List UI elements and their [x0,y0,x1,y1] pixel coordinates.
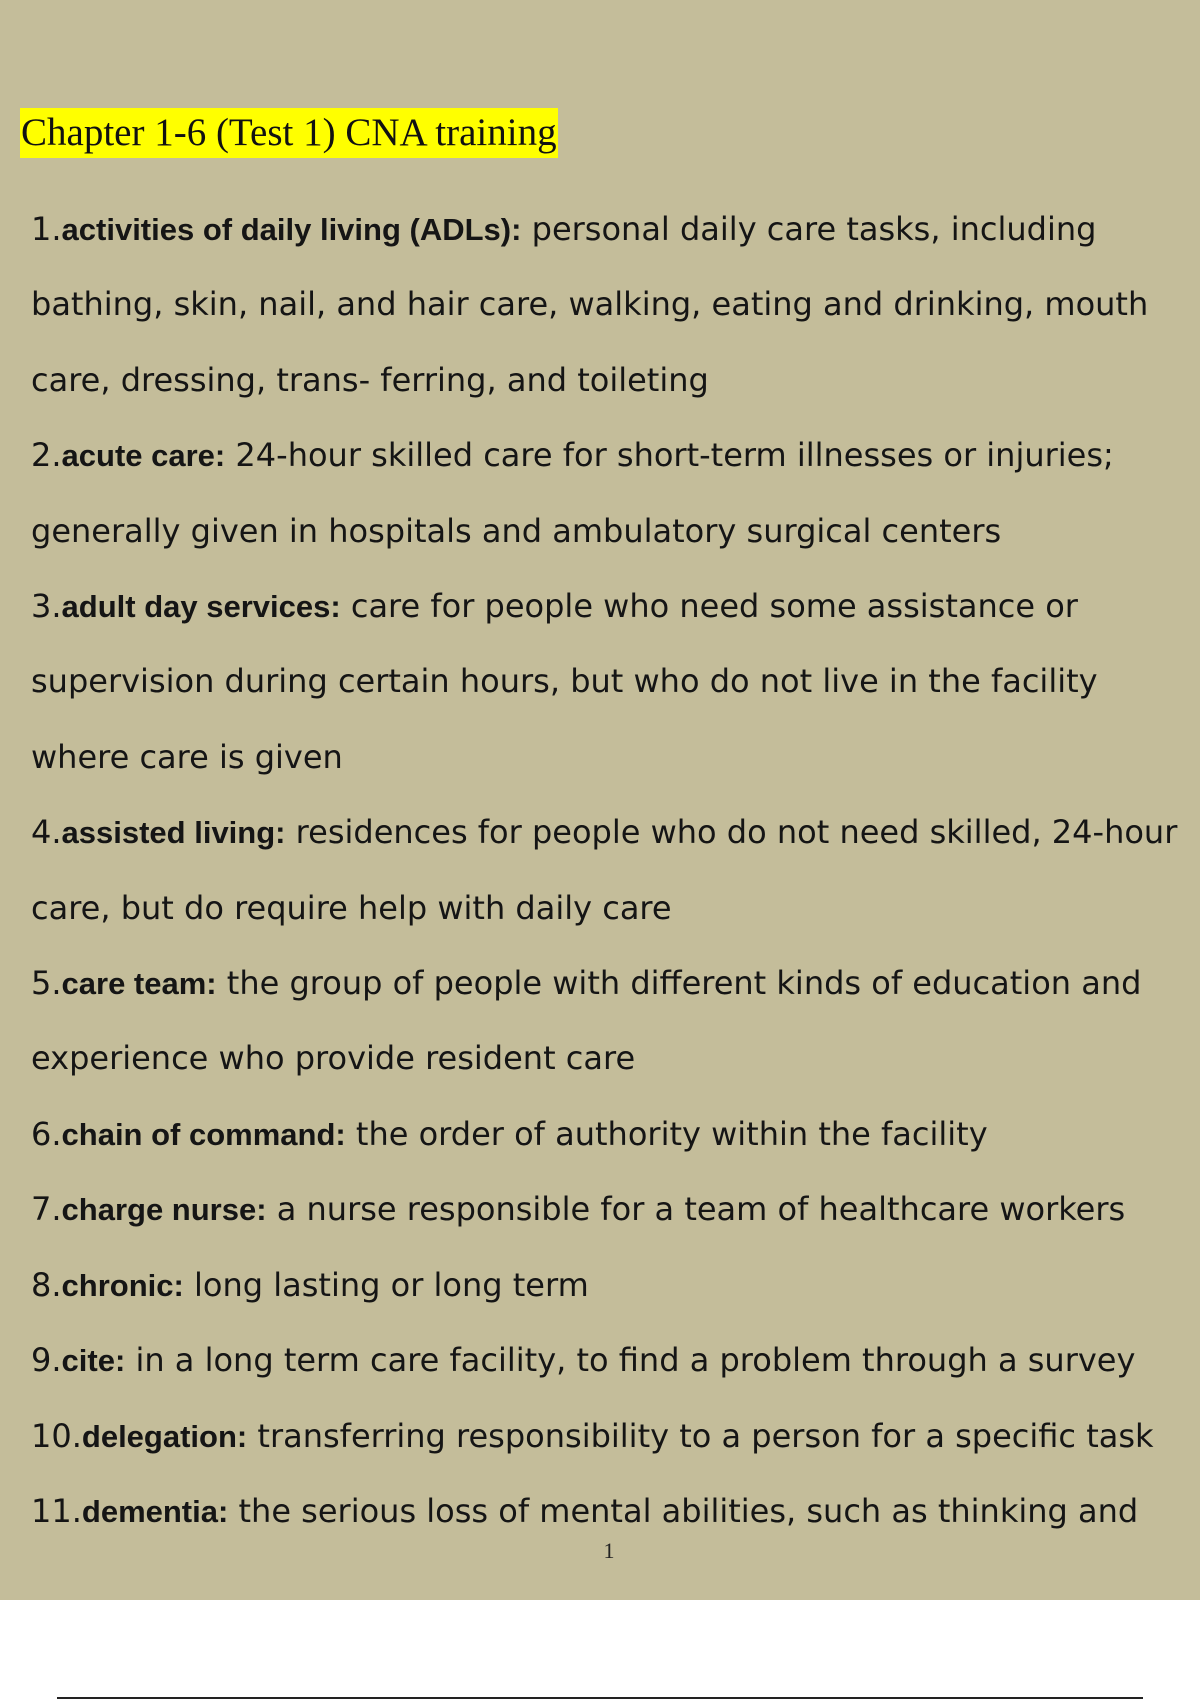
list-item [31,418,1200,569]
list-item [31,946,1200,1097]
item-term: chronic: [61,1267,184,1303]
page-number: 1 [603,1538,615,1563]
item-definition: in a long term care facility, to find a problem through a survey [125,1341,1136,1380]
item-number: 9. [31,1341,62,1380]
list-item [31,1248,1200,1323]
item-number: 11. [31,1491,82,1530]
item-number: 7. [31,1190,62,1229]
item-definition: a nurse responsible for a team of healthcare workers [266,1190,1126,1229]
item-term: chain of command: [61,1116,346,1152]
item-definition: the group of people with different kinds of education and experience who provide resident care [31,964,1142,1078]
item-definition: the order of authority within the facility [345,1114,988,1153]
item-term: charge nurse: [61,1192,267,1228]
item-definition: the serious loss of mental abilities, such as thinking and [228,1491,1139,1530]
item-definition: long lasting or long term [183,1265,589,1304]
list-item [31,1172,1200,1247]
list-item [31,795,1200,946]
item-number: 4. [31,813,62,852]
item-number: 2. [31,436,62,475]
list-item [31,569,1200,795]
item-number: 5. [31,964,62,1003]
item-term: acute care: [61,438,226,474]
item-term: care team: [61,966,217,1002]
list-item [31,1399,1200,1474]
item-term: cite: [61,1343,126,1379]
item-definition: personal daily care tasks, including bathing, skin, nail, and hair care, walking, eating and drinking, mouth care, dressing, trans- ferring, and toileting [31,210,1149,399]
item-term: activities of daily living (ADLs): [61,212,522,247]
item-term: assisted living: [61,815,286,851]
document-title: Chapter 1-6 (Test 1) CNA training [20,108,558,158]
footer-divider [57,1697,1143,1699]
list-item [31,192,1200,418]
list-item [31,1323,1200,1398]
item-number: 6. [31,1114,62,1153]
term-list [31,192,1200,1549]
item-number: 8. [31,1265,62,1304]
item-number: 1. [31,210,62,248]
item-definition: care for people who need some assistance or supervision during certain hours, but who do not live in the facility where care is given [31,587,1098,776]
item-number: 10. [31,1416,82,1455]
item-term: adult day services: [61,589,341,625]
list-item [31,1097,1200,1172]
item-definition: transferring responsibility to a person for a specific task [247,1416,1154,1455]
item-definition: 24-hour skilled care for short-term illnesses or injuries; generally given in hospitals and ambulatory surgical centers [31,436,1114,550]
item-number: 3. [31,587,62,626]
item-definition: residences for people who do not need skilled, 24-hour care, but do require help with daily care [31,813,1178,927]
item-term: delegation: [81,1418,248,1454]
item-term: dementia: [81,1493,229,1529]
